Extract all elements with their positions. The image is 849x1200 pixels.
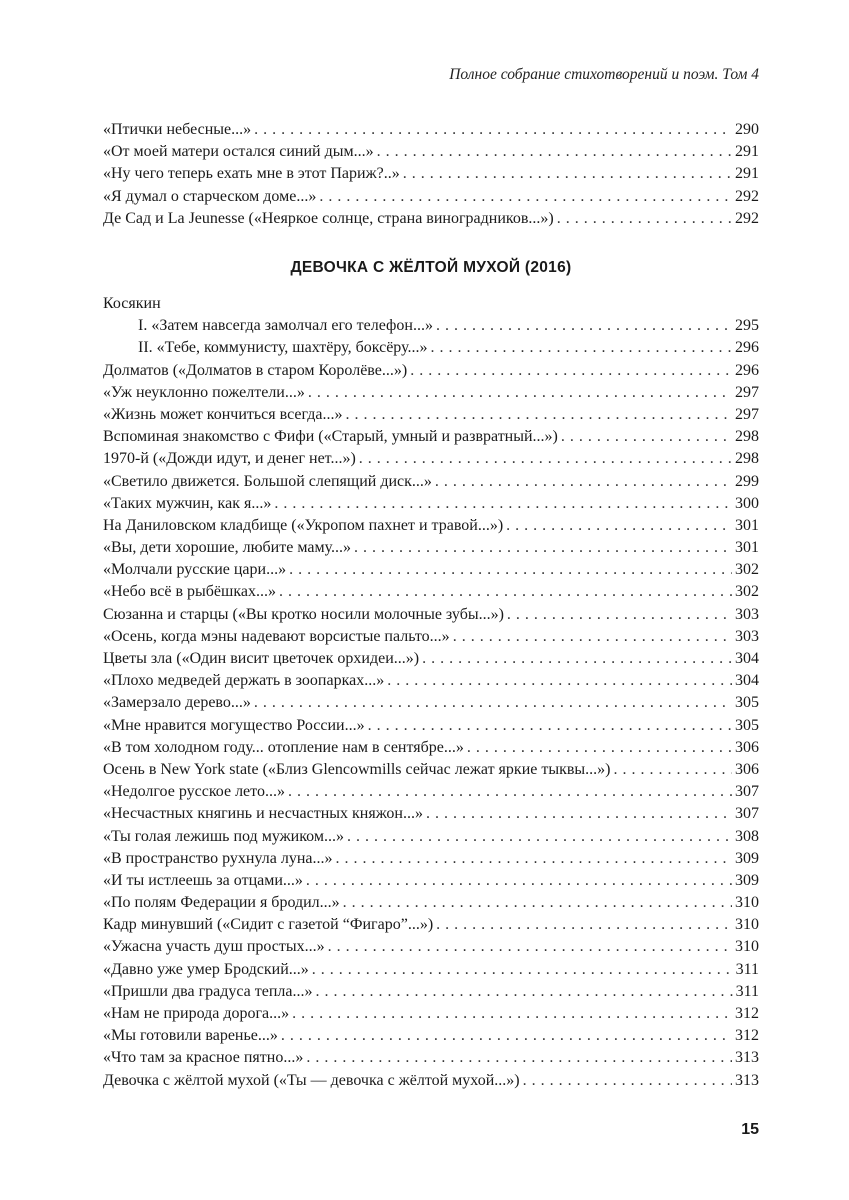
dot-leader: [289, 561, 732, 579]
toc-entry-page: 303: [735, 605, 759, 623]
toc-entry-page: 301: [735, 539, 759, 557]
dot-leader: [288, 783, 732, 801]
toc-entry-title: «В пространство рухнула луна...»: [103, 849, 333, 867]
dot-leader: [430, 339, 732, 357]
toc-entry: [103, 961, 759, 983]
toc-entry: [103, 783, 759, 805]
toc-entry: [103, 495, 759, 517]
toc-entry-title: «По полям Федерации я бродил...»: [103, 894, 340, 912]
dot-leader: [507, 606, 732, 624]
toc-entry-page: 296: [735, 361, 759, 379]
toc-entry: [103, 362, 759, 384]
toc-entry: [103, 188, 759, 210]
toc-entry-page: 309: [735, 871, 759, 889]
dot-leader: [467, 739, 732, 757]
toc-entry: [103, 805, 759, 827]
dot-leader: [254, 694, 732, 712]
toc-entry: [103, 517, 759, 539]
dot-leader: [312, 961, 733, 979]
toc-entry-title: «Таких мужчин, как я...»: [103, 494, 272, 512]
toc-entry-title: «Жизнь может кончиться всегда...»: [103, 405, 343, 423]
toc-entry-title: «Нам не природа дорога...»: [103, 1005, 290, 1022]
toc-entry: [103, 894, 759, 916]
toc-entry-page: 307: [735, 805, 759, 823]
toc-entry-title: «Замерзало дерево...»: [103, 694, 251, 712]
toc-entry-title: «Что там за красное пятно...»: [103, 1049, 304, 1067]
toc-entry: [103, 850, 759, 872]
toc-entry: [103, 717, 759, 739]
toc-entry-title: I. «Затем навсегда замолчал его телефон...»: [138, 317, 433, 335]
dot-leader: [292, 1005, 732, 1023]
toc-entry: [103, 1072, 759, 1094]
toc-entry-page: 291: [735, 143, 759, 161]
toc-entry-title: Долматов («Долматов в старом Королёве...»): [103, 361, 408, 379]
toc-entry: [103, 583, 759, 605]
toc-entry-page: 307: [735, 783, 759, 801]
toc-entry: [103, 384, 759, 406]
running-header: Полное собрание стихотворений и поэм. Том 4: [449, 66, 759, 83]
toc-entry-title: «Я думал о старческом доме...»: [103, 187, 317, 205]
dot-leader: [336, 850, 732, 868]
toc-entry: [103, 473, 759, 495]
toc-entry-page: 292: [735, 209, 759, 227]
dot-leader: [426, 805, 732, 823]
dot-leader: [306, 872, 732, 890]
dot-leader: [436, 916, 732, 934]
toc-entry-page: 300: [735, 494, 759, 512]
dot-leader: [410, 362, 732, 380]
toc-entry-title: «Ужасна участь душ простых...»: [103, 938, 325, 956]
toc-entry: [103, 828, 759, 850]
dot-leader: [614, 761, 733, 779]
toc-entry-title: Кадр минувший («Сидит с газетой “Фигаро”...»): [103, 916, 434, 934]
toc-entry-page: 297: [735, 405, 759, 423]
toc-entry-title: Де Сад и La Jeunesse («Неяркое солнце, страна виноградников...»): [103, 209, 554, 227]
toc-entry: [103, 561, 759, 583]
toc-entry: [103, 406, 759, 428]
dot-leader: [561, 428, 732, 446]
dot-leader: [387, 672, 732, 690]
toc-entry-page: 304: [735, 672, 759, 690]
toc-entry-page: 313: [735, 1049, 759, 1067]
dot-leader: [436, 317, 732, 335]
toc-entry-title: «Ты голая лежишь под мужиком...»: [103, 827, 344, 845]
toc-entry-title: Цветы зла («Один висит цветочек орхидеи...»): [103, 650, 420, 667]
toc-entry-title: «Осень, когда мэны надевают ворсистые пальто...»: [103, 627, 450, 645]
toc-entry: [103, 872, 759, 894]
toc-entry: [103, 539, 759, 561]
dot-leader: [308, 384, 732, 402]
toc-entry-page: 296: [735, 339, 759, 357]
dot-leader: [319, 188, 732, 206]
toc-entry: [103, 761, 759, 783]
page-number: 15: [741, 1121, 759, 1138]
toc-entry-page: 304: [735, 650, 759, 667]
toc-entry-page: 312: [735, 1027, 759, 1045]
toc-entry-title: II. «Тебе, коммунисту, шахтёру, боксёру...»: [138, 339, 428, 357]
dot-leader: [274, 495, 732, 513]
toc-top-list: [103, 121, 759, 232]
toc-entry: [103, 606, 759, 628]
toc-entry-title: «Птички небесные...»: [103, 121, 252, 138]
dot-leader: [354, 539, 732, 557]
toc-entry-page: 312: [735, 1005, 759, 1022]
toc-entry: [103, 672, 759, 694]
dot-leader: [346, 406, 733, 424]
toc-entry: [103, 210, 759, 232]
toc-entry-page: 310: [735, 916, 759, 934]
toc-entry-page: 305: [735, 716, 759, 734]
toc-entry-title: Осень в New York state («Близ Glencowmills сейчас лежат яркие тыквы...»): [103, 760, 611, 778]
toc-entry-page: 313: [735, 1071, 759, 1089]
dot-leader: [368, 717, 732, 735]
toc-entry-title: «Несчастных княгинь и несчастных княжон...»: [103, 805, 423, 823]
toc-entry-page: 297: [735, 383, 759, 401]
toc-entry: [103, 739, 759, 761]
toc-entry: [103, 1005, 759, 1027]
dot-leader: [403, 165, 732, 183]
dot-leader: [347, 828, 732, 846]
toc-entry: [103, 165, 759, 187]
toc-entry: [103, 1027, 759, 1049]
toc-entry: [103, 916, 759, 938]
dot-leader: [281, 1027, 732, 1045]
toc-entry: [103, 1049, 759, 1071]
group-label: Косякин: [103, 295, 161, 312]
toc-entry: [103, 450, 759, 472]
toc-entry-page: 298: [735, 428, 759, 446]
toc-entry-page: 305: [735, 694, 759, 712]
toc-entry-title: «Пришли два градуса тепла...»: [103, 982, 313, 1000]
toc-entry: [103, 983, 759, 1005]
toc-subentry: [103, 317, 759, 339]
dot-leader: [377, 143, 732, 161]
toc-entry: [103, 628, 759, 650]
toc-entry-title: «Давно уже умер Бродский...»: [103, 960, 309, 978]
dot-leader: [557, 210, 732, 228]
toc-entry-title: «Ну чего теперь ехать мне в этот Париж?..»: [103, 165, 400, 183]
toc-entry-page: 292: [735, 187, 759, 205]
toc-entry-page: 311: [735, 982, 759, 1000]
dot-leader: [343, 894, 732, 912]
toc-entry-title: «Мы готовили варенье...»: [103, 1027, 278, 1045]
toc-entry-page: 302: [735, 561, 759, 579]
toc-entry-title: 1970-й («Дожди идут, и денег нет...»): [103, 450, 356, 468]
toc-entry-page: 299: [735, 472, 759, 490]
dot-leader: [506, 517, 732, 535]
toc-entry-title: «В том холодном году... отопление нам в сентябре...»: [103, 738, 464, 756]
toc-entry-page: 302: [735, 583, 759, 601]
toc-entry: [103, 143, 759, 165]
toc-entry: [103, 428, 759, 450]
toc-entry-page: 298: [735, 450, 759, 468]
toc-entry-title: «От моей матери остался синий дым...»: [103, 143, 374, 161]
dot-leader: [316, 983, 733, 1001]
toc-entry-page: 295: [735, 317, 759, 335]
toc-entry-title: «Вы, дети хорошие, любите маму...»: [103, 539, 351, 557]
toc-entry: [103, 650, 759, 672]
toc-entry-page: 308: [735, 827, 759, 845]
toc-entry: [103, 121, 759, 143]
dot-leader: [453, 628, 732, 646]
toc-entry-page: 311: [735, 960, 759, 978]
toc-entry-title: Сюзанна и старцы («Вы кротко носили молочные зубы...»): [103, 605, 504, 623]
dot-leader: [435, 473, 732, 491]
toc-entry-title: «Мне нравится могущество России...»: [103, 716, 365, 734]
toc-entry-page: 290: [735, 121, 759, 138]
toc-entry-title: «Молчали русские цари...»: [103, 561, 287, 579]
dot-leader: [279, 583, 732, 601]
dot-leader: [422, 650, 732, 668]
toc-entry-title: Девочка с жёлтой мухой («Ты — девочка с жёлтой мухой...»): [103, 1071, 520, 1089]
toc-entry-page: 310: [735, 938, 759, 956]
toc-entry-page: 303: [735, 627, 759, 645]
toc-entry-title: «Недолгое русское лето...»: [103, 783, 285, 801]
toc-entry-page: 301: [735, 516, 759, 534]
toc-entry: [103, 694, 759, 716]
toc-entry-page: 291: [735, 165, 759, 183]
toc-entry-title: «Светило движется. Большой слепящий диск...»: [103, 472, 432, 490]
toc-entry-title: На Даниловском кладбище («Укропом пахнет и травой...»): [103, 516, 504, 534]
toc-entry: [103, 938, 759, 960]
toc-entry-title: «И ты истлеешь за отцами...»: [103, 871, 303, 889]
dot-leader: [306, 1049, 732, 1067]
toc-entry-title: «Плохо медведей держать в зоопарках...»: [103, 672, 385, 690]
toc-entry-page: 309: [735, 849, 759, 867]
toc-subentry: [103, 339, 759, 361]
dot-leader: [328, 938, 732, 956]
section-title: ДЕВОЧКА С ЖЁЛТОЙ МУХОЙ (2016): [290, 259, 572, 276]
toc-section-list: [103, 295, 759, 1094]
toc-entry-page: 310: [735, 894, 759, 912]
toc-entry-title: «Уж неуклонно пожелтели...»: [103, 383, 305, 401]
dot-leader: [523, 1072, 732, 1090]
toc-entry-page: 306: [735, 738, 759, 756]
dot-leader: [254, 121, 732, 139]
toc-entry-page: 306: [735, 760, 759, 778]
toc-entry-title: Вспоминая знакомство с Фифи («Старый, умный и развратный...»): [103, 428, 558, 446]
toc-entry-title: «Небо всё в рыбёшках...»: [103, 583, 276, 601]
dot-leader: [359, 450, 732, 468]
